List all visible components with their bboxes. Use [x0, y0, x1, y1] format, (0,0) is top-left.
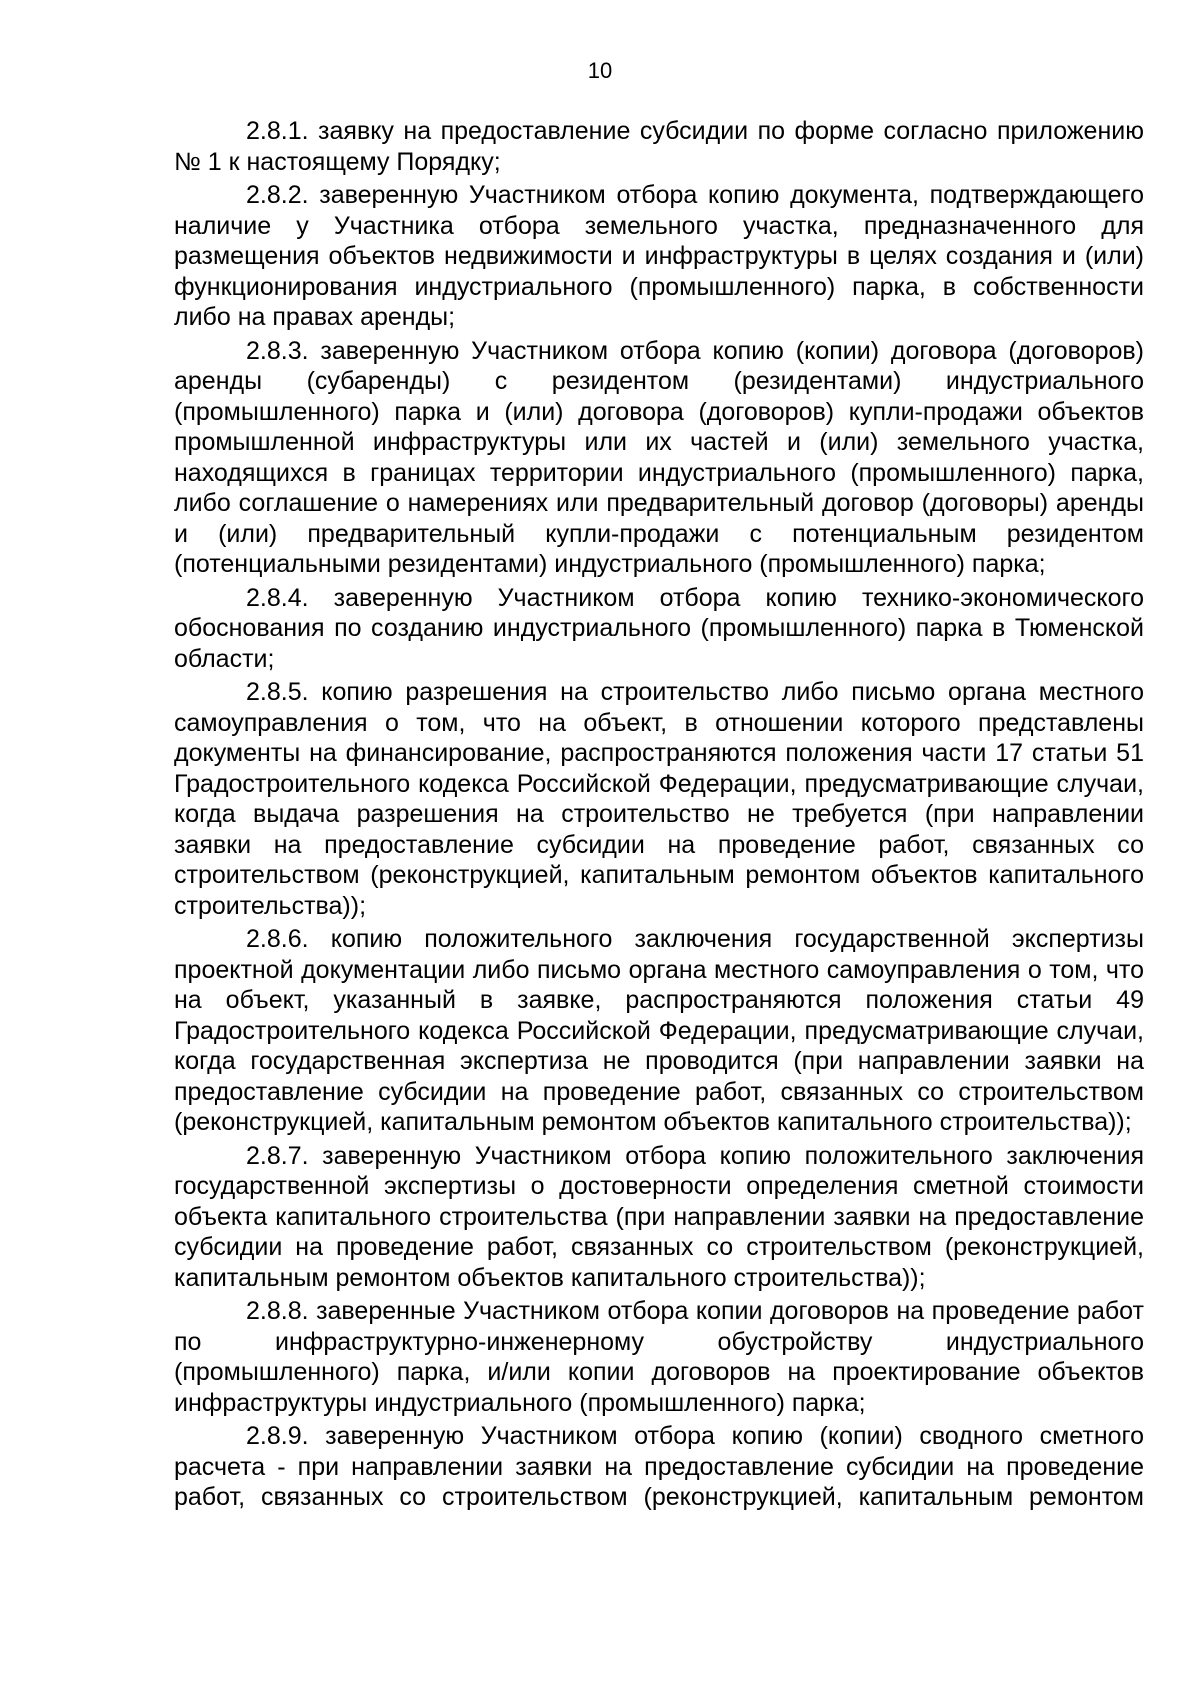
paragraph-2-8-5: 2.8.5. копию разрешения на строительство либо письмо органа местного самоуправления о том, что на объект, в отношении которого представлены документы на финансирование, распространяются положения части 17 статьи 51 Градостроительного кодекса Российской Федерации, предусматривающие случаи, когда выдача разрешения на строительство не требуется (при направлении заявки на предоставление субсидии на проведение работ, связанных со строительством (реконструкцией, капитальным ремонтом объектов капитального строительства)); — [174, 678, 1144, 920]
paragraph-2-8-4: 2.8.4. заверенную Участником отбора копию технико-экономического обоснования по созданию индустриального (промышленного) парка в Тюменской области; — [174, 583, 1144, 673]
paragraph-2-8-7: 2.8.7. заверенную Участником отбора копию положительного заключения государственной экспертизы о достоверности определения сметной стоимости объекта капитального строительства (при направлении заявки на предоставление субсидии на проведение работ, связанных со строительством (реконструкцией, капитальным ремонтом объектов капитального строительства)); — [174, 1141, 1144, 1292]
paragraph-2-8-2: 2.8.2. заверенную Участником отбора копию документа, подтверждающего наличие у Участника отбора земельного участка, предназначенного для размещения объектов недвижимости и инфраструктуры в целях создания и (или) функционирования индустриального (промышленного) парка, в собственности либо на правах аренды; — [174, 181, 1144, 331]
paragraph-2-8-9: 2.8.9. заверенную Участником отбора копию (копии) сводного сметного расчета - при направлении заявки на предоставление субсидии на проведение работ, связанных со строительством (реконструкцией, капитальным ремонтом — [174, 1422, 1144, 1511]
paragraph-2-8-8: 2.8.8. заверенные Участником отбора копии договоров на проведение работ по инфраструктурно-инженерному обустройству индустриального (промышленного) парка, и/или копии договоров на проектирование объектов инфраструктуры индустриального (промышленного) парка; — [174, 1297, 1144, 1417]
paragraph-2-8-3: 2.8.3. заверенную Участником отбора копию (копии) договора (договоров) аренды (субаренды) с резидентом (резидентами) индустриального (промышленного) парка и (или) договора (договоров) купли-продажи объектов промышленной инфраструктуры или их частей и (или) земельного участка, находящихся в границах территории индустриального (промышленного) парка, либо соглашение о намерениях или предварительный договор (договоры) аренды и (или) предварительный купли-продажи с потенциальным резидентом (потенциальными резидентами) индустриального (промышленного) парка; — [174, 336, 1144, 578]
paragraph-2-8-1: 2.8.1. заявку на предоставление субсидии по форме согласно приложению № 1 к настоящему Порядку; — [174, 117, 1144, 176]
paragraph-2-8-6: 2.8.6. копию положительного заключения государственной экспертизы проектной документации либо письмо органа местного самоуправления о том, что на объект, указанный в заявке, распространяются положения статьи 49 Градостроительного кодекса Российской Федерации, предусматривающие случаи, когда государственная экспертиза не проводится (при направлении заявки на предоставление субсидии на проведение работ, связанных со строительством (реконструкцией, капитальным ремонтом объектов капитального строительства)); — [174, 925, 1144, 1136]
page-number: 10 — [587, 58, 613, 83]
document-body — [174, 116, 1144, 1516]
